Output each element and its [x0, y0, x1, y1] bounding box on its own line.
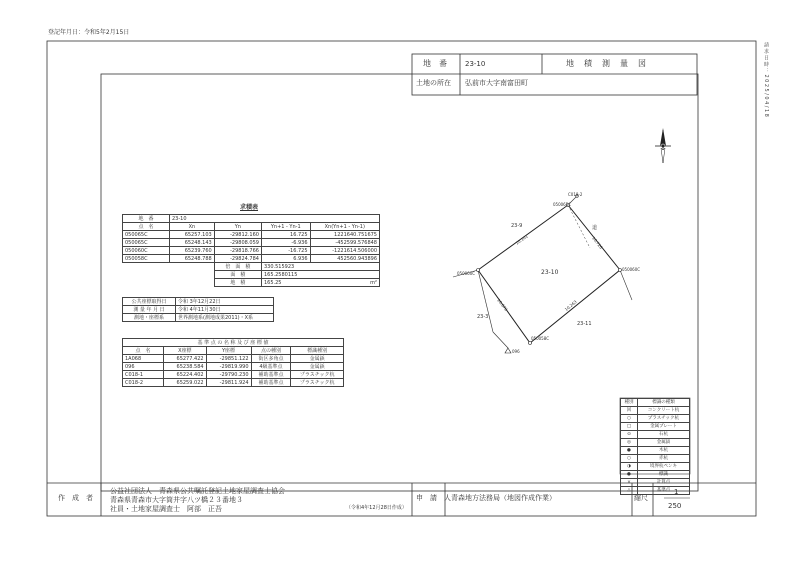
table-cell: 65239.760 — [170, 247, 215, 255]
area-lot-label: 地 番 — [123, 215, 170, 223]
table-cell: -29819.990 — [206, 363, 251, 371]
list-item — [621, 415, 690, 423]
table-cell: -29790.230 — [206, 371, 251, 379]
list-item — [621, 463, 690, 471]
legend-label: 境界杭ペンキ — [638, 463, 690, 471]
list-item — [621, 439, 690, 447]
table-cell: 050058C — [123, 255, 170, 263]
table-header: 点 名 — [123, 223, 170, 231]
table-cell: 1221640.751675 — [310, 231, 379, 239]
table-cell: C018-2 — [123, 379, 164, 387]
table-cell: -16.725 — [261, 247, 310, 255]
lot-label: 地 番 — [423, 59, 447, 68]
edge-length-label: 10.673 — [496, 297, 509, 312]
table-cell: 1A068 — [123, 355, 164, 363]
legend-symbol-icon: ● — [621, 447, 638, 455]
table-cell: 令和 3年12月22日 — [176, 298, 274, 306]
edge-length-label: 10.726 — [591, 235, 604, 250]
table-header: 標識種別 — [291, 347, 344, 355]
legend-symbol-icon: △ — [621, 487, 638, 495]
legend-label: 基準点 — [638, 487, 690, 495]
legend-symbol-icon: ● — [621, 471, 638, 479]
location-value: 弘前市大字南富田町 — [465, 79, 528, 87]
legend-label: 金属プレート — [638, 423, 690, 431]
list-item — [621, 407, 690, 415]
list-item — [621, 423, 690, 431]
legend-label: コンクリート杭 — [638, 407, 690, 415]
table-header: 点の種別 — [251, 347, 291, 355]
legend-symbol-icon: □ — [621, 423, 638, 431]
edge-length-label: 10.101 — [514, 233, 529, 246]
double-area-value: 330.515923 — [261, 263, 379, 271]
drawing-title: 地 積 測 量 図 — [566, 59, 647, 68]
applicant-value: 青森地方法務局（地図作成作業） — [451, 494, 556, 502]
table-cell: 4級基準点 — [251, 363, 291, 371]
legend-symbol-icon: ○ — [621, 455, 638, 463]
legend-label: 木杭 — [638, 447, 690, 455]
list-item — [621, 479, 690, 487]
table-cell: 測 量 年 月 日 — [123, 306, 176, 314]
table-cell: -29812.160 — [214, 231, 261, 239]
applicant-label: 申 請 人 — [416, 494, 451, 502]
legend-symbol-icon: ◑ — [621, 463, 638, 471]
registration-date-note: 登記年月日：令和5年2月15日 — [48, 29, 130, 36]
edge-length-label: 10.263 — [563, 299, 578, 313]
table-cell: -29818.766 — [214, 247, 261, 255]
lot-23-3-label: 23-3 — [477, 314, 489, 320]
scale-denominator: 250 — [668, 502, 682, 510]
area-calc-title: 求積表 — [240, 204, 259, 211]
table-cell: 測地・座標系 — [123, 314, 176, 322]
table-cell: 096 — [123, 363, 164, 371]
chiseki-label: 地 積 — [214, 279, 261, 287]
marker-legend-table — [620, 398, 690, 495]
table-header: Y座標 — [206, 347, 251, 355]
table-cell: 6.936 — [261, 255, 310, 263]
table-cell: 世界測地系(測地成果2011)・X系 — [176, 314, 274, 322]
legend-label: 赤杭 — [638, 455, 690, 463]
table-cell: 050065C — [123, 239, 170, 247]
table-cell: C018-1 — [123, 371, 164, 379]
road-label: 道 — [592, 225, 598, 231]
maker-date: （令和4年12月28日作成） — [346, 505, 407, 511]
legend-symbol-icon: 回 — [621, 407, 638, 415]
area-value: 165.2580115 — [261, 271, 379, 279]
point-label: 050060C — [622, 267, 641, 272]
legend-symbol-icon: × — [621, 479, 638, 487]
table-cell: 街区多角点 — [251, 355, 291, 363]
table-cell: 65238.584 — [164, 363, 207, 371]
table-header: X座標 — [164, 347, 207, 355]
scale-numerator: 1 — [674, 488, 679, 496]
area-lot-value: 23-10 — [170, 215, 380, 223]
table-cell: 65248.788 — [170, 255, 215, 263]
table-cell: 65277.422 — [164, 355, 207, 363]
location-label: 土地の所在 — [416, 79, 451, 87]
table-cell: 65257.103 — [170, 231, 215, 239]
table-cell: -29811.924 — [206, 379, 251, 387]
table-cell: -1221614.506000 — [310, 247, 379, 255]
lot-value: 23-10 — [465, 60, 486, 68]
double-area-label: 倍 面 積 — [214, 263, 261, 271]
table-cell: 補助基準点 — [251, 379, 291, 387]
legend-label: 標識 — [638, 471, 690, 479]
legend-symbol-icon: ⊙ — [621, 431, 638, 439]
chiseki-value: 165.25 — [263, 279, 282, 286]
table-cell: 050065C — [123, 231, 170, 239]
list-item — [621, 431, 690, 439]
point-label: C018-2 — [568, 192, 583, 197]
scale-label: 縮尺 — [634, 494, 648, 502]
area-label: 面 積 — [214, 271, 261, 279]
point-label: 050060C — [457, 271, 476, 276]
legend-label: 計算点 — [638, 479, 690, 487]
table-cell: -452599.576848 — [310, 239, 379, 247]
lot-23-11-label: 23-11 — [577, 321, 592, 327]
legend-label: 金属鋲 — [638, 439, 690, 447]
maker-line-1: 公益社団法人 青森県公共嘱託登記土地家屋調査士協会 — [110, 487, 285, 495]
table-cell: 65224.402 — [164, 371, 207, 379]
table-cell: 金属鋲 — [291, 355, 344, 363]
maker-label: 作 成 者 — [58, 494, 93, 502]
list-item — [621, 447, 690, 455]
table-cell: 補助基準点 — [251, 371, 291, 379]
table-cell: -29851.122 — [206, 355, 251, 363]
table-cell: プラスチック杭 — [291, 379, 344, 387]
table-cell: 452560.943896 — [310, 255, 379, 263]
table-cell: 金属鋲 — [291, 363, 344, 371]
table-header: Yn — [214, 223, 261, 231]
table-cell: 65259.022 — [164, 379, 207, 387]
lot-23-10-label: 23-10 — [541, 269, 559, 276]
table-header: Xn — [170, 223, 215, 231]
legend-symbol-icon: ○ — [621, 415, 638, 423]
table-cell: プラスチック杭 — [291, 371, 344, 379]
legend-label: プラスチック杭 — [638, 415, 690, 423]
table-cell: 050060C — [123, 247, 170, 255]
table-header: 種別 — [621, 399, 638, 407]
legend-symbol-icon: ◎ — [621, 439, 638, 447]
table-header: Yn+1 - Yn-1 — [261, 223, 310, 231]
table-cell: -29808.059 — [214, 239, 261, 247]
maker-line-2: 青森県青森市大字筒井字八ツ橋２３番地３ — [110, 496, 243, 504]
legend-label: 石杭 — [638, 431, 690, 439]
point-label: 050058C — [531, 336, 550, 341]
ref-points-title: 基 準 点 の 名 称 及 び 座 標 値 — [123, 339, 344, 347]
table-cell: -6.936 — [261, 239, 310, 247]
maker-line-3: 社員・土地家屋調査士 阿部 正吾 — [110, 505, 222, 513]
request-date-vertical-note: 請求日時：2025/04/18 — [763, 42, 769, 119]
table-header: Xn(Yn+1 - Yn-1) — [310, 223, 379, 231]
list-item — [621, 471, 690, 479]
table-header: 標識の種類 — [638, 399, 690, 407]
list-item — [621, 455, 690, 463]
lot-23-9-label: 23-9 — [511, 223, 523, 229]
point-label: 050065C — [553, 202, 572, 207]
point-label: 096 — [512, 349, 520, 354]
table-cell: 令和 4年11月30日 — [176, 306, 274, 314]
table-cell: 65248.143 — [170, 239, 215, 247]
table-cell: 16.725 — [261, 231, 310, 239]
list-item — [621, 487, 690, 495]
table-cell: 公共座標取得日 — [123, 298, 176, 306]
table-header: 点 名 — [123, 347, 164, 355]
chiseki-unit: m² — [370, 279, 377, 286]
table-cell: -29824.784 — [214, 255, 261, 263]
